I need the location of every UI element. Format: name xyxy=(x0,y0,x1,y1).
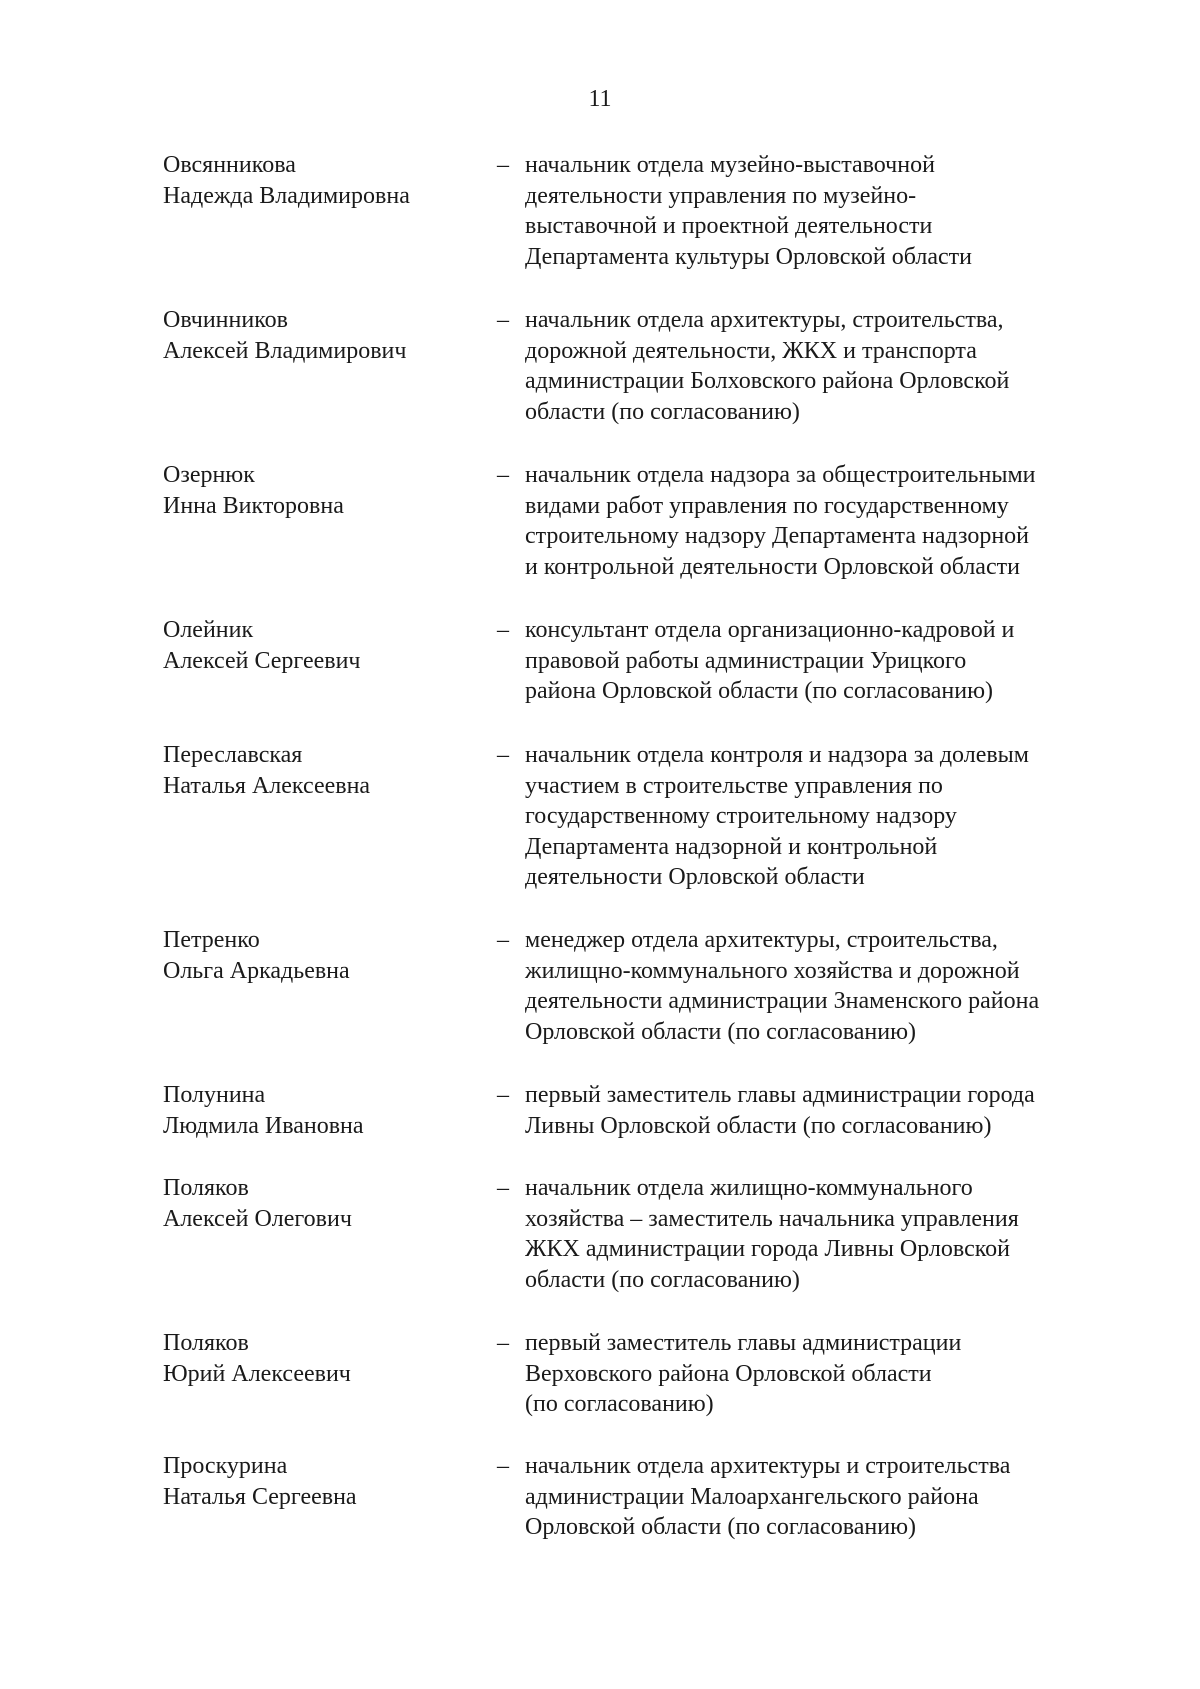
dash-separator: – xyxy=(497,927,509,953)
given-names: Надежда Владимировна xyxy=(163,182,410,209)
given-names: Алексей Сергеевич xyxy=(163,647,361,674)
position-line: ЖКХ администрации города Ливны Орловской xyxy=(525,1236,1011,1263)
given-names: Алексей Олегович xyxy=(163,1205,352,1232)
position-description xyxy=(525,1328,1125,1420)
person-name xyxy=(163,150,483,211)
surname: Петренко xyxy=(163,927,260,953)
position-line: Орловской области (по согласованию) xyxy=(525,1018,917,1045)
position-line: области (по согласованию) xyxy=(525,398,800,425)
position-description xyxy=(525,740,1125,893)
dash-separator: – xyxy=(497,617,509,643)
position-line: начальник отдела архитектуры, строительства, xyxy=(525,307,1004,333)
person-name xyxy=(163,925,483,986)
position-line: начальник отдела музейно-выставочной xyxy=(525,152,935,178)
surname: Проскурина xyxy=(163,1453,288,1479)
dash-separator: – xyxy=(497,1330,509,1356)
surname: Овчинников xyxy=(163,307,288,333)
position-description xyxy=(525,925,1125,1047)
position-description xyxy=(525,1173,1125,1295)
person-name xyxy=(163,740,483,801)
dash-separator: – xyxy=(497,1082,509,1108)
position-line: начальник отдела жилищно-коммунального xyxy=(525,1175,973,1201)
given-names: Юрий Алексеевич xyxy=(163,1360,351,1387)
position-line: начальник отдела контроля и надзора за долевым xyxy=(525,742,1029,768)
dash-separator: – xyxy=(497,307,509,333)
position-description xyxy=(525,1451,1125,1543)
given-names: Наталья Алексеевна xyxy=(163,772,371,799)
position-description xyxy=(525,150,1125,272)
position-line: и контрольной деятельности Орловской области xyxy=(525,553,1020,580)
position-line: деятельности Орловской области xyxy=(525,864,865,891)
position-line: администрации Малоархангельского района xyxy=(525,1483,979,1510)
person-name xyxy=(163,1451,483,1512)
surname: Олейник xyxy=(163,617,254,643)
position-line: хозяйства – заместитель начальника управления xyxy=(525,1205,1019,1232)
position-description xyxy=(525,1080,1125,1141)
position-description xyxy=(525,460,1125,582)
position-line: Департамента культуры Орловской области xyxy=(525,243,972,270)
position-line: Ливны Орловской области (по согласованию) xyxy=(525,1112,992,1139)
position-line: консультант отдела организационно-кадровой и xyxy=(525,617,1015,643)
position-line: области (по согласованию) xyxy=(525,1266,800,1293)
person-name xyxy=(163,1328,483,1389)
position-line: начальник отдела надзора за общестроительными xyxy=(525,462,1036,488)
position-line: правовой работы администрации Урицкого xyxy=(525,647,967,674)
person-name xyxy=(163,615,483,676)
person-name xyxy=(163,1080,483,1141)
position-line: деятельности управления по музейно- xyxy=(525,182,917,209)
surname: Поляков xyxy=(163,1175,249,1201)
surname: Овсянникова xyxy=(163,152,296,178)
position-line: деятельности администрации Знаменского района xyxy=(525,988,1040,1015)
given-names: Наталья Сергеевна xyxy=(163,1483,357,1510)
given-names: Алексей Владимирович xyxy=(163,337,407,364)
person-name xyxy=(163,305,483,366)
position-line: видами работ управления по государственному xyxy=(525,492,1009,519)
position-line: администрации Болховского района Орловской xyxy=(525,368,1010,395)
position-line: Орловской области (по согласованию) xyxy=(525,1514,917,1541)
given-names: Инна Викторовна xyxy=(163,492,344,519)
position-description xyxy=(525,615,1125,707)
dash-separator: – xyxy=(497,1175,509,1201)
given-names: Ольга Аркадьевна xyxy=(163,957,350,984)
position-line: Департамента надзорной и контрольной xyxy=(525,833,938,860)
dash-separator: – xyxy=(497,742,509,768)
position-line: строительному надзору Департамента надзорной xyxy=(525,523,1030,550)
position-line: начальник отдела архитектуры и строительства xyxy=(525,1453,1011,1479)
given-names: Людмила Ивановна xyxy=(163,1112,364,1139)
dash-separator: – xyxy=(497,1453,509,1479)
position-line: Верховского района Орловской области xyxy=(525,1360,932,1387)
person-name xyxy=(163,1173,483,1234)
position-line: менеджер отдела архитектуры, строительства, xyxy=(525,927,998,953)
position-line: дорожной деятельности, ЖКХ и транспорта xyxy=(525,337,977,364)
position-line: государственному строительному надзору xyxy=(525,803,957,830)
position-line: (по согласованию) xyxy=(525,1391,714,1418)
position-line: жилищно-коммунального хозяйства и дорожной xyxy=(525,957,1020,984)
dash-separator: – xyxy=(497,462,509,488)
position-line: первый заместитель главы администрации xyxy=(525,1330,962,1356)
position-line: участием в строительстве управления по xyxy=(525,772,943,799)
surname: Поляков xyxy=(163,1330,249,1356)
page-number: 11 xyxy=(588,86,612,112)
surname: Полунина xyxy=(163,1082,266,1108)
position-description xyxy=(525,305,1125,427)
position-line: выставочной и проектной деятельности xyxy=(525,213,933,240)
dash-separator: – xyxy=(497,152,509,178)
person-name xyxy=(163,460,483,521)
surname: Переславская xyxy=(163,742,303,768)
surname: Озернюк xyxy=(163,462,255,488)
position-line: первый заместитель главы администрации города xyxy=(525,1082,1035,1108)
position-line: района Орловской области (по согласованию) xyxy=(525,678,994,705)
